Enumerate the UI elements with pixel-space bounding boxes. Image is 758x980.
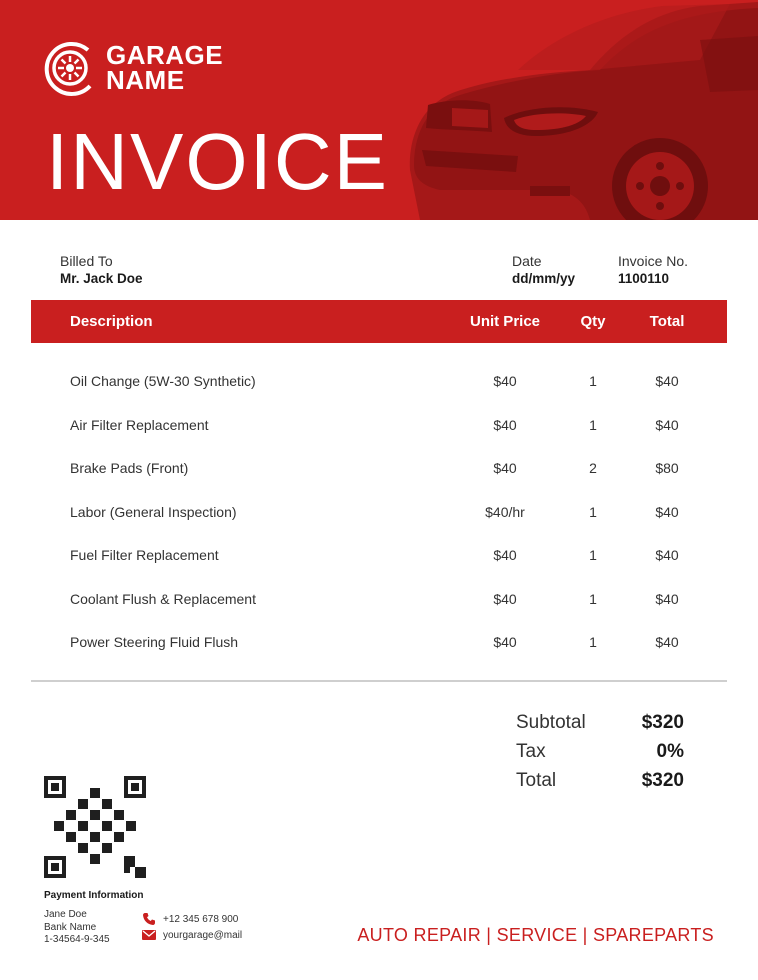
table-row [31,360,727,404]
contact-phone [142,912,238,926]
payment-info-title: Payment Information [44,890,144,901]
item-qty: 1 [589,634,597,650]
table-row [31,447,727,491]
billed-to [60,252,143,288]
item-qty: 1 [589,590,597,607]
item-unit-price: $40 [493,634,517,650]
date-label: Date [512,253,542,269]
tax-value: 0% [656,741,684,762]
table-header [31,300,727,343]
item-unit-price: $40 [493,416,517,433]
invoice-header [0,0,758,220]
payment-bank: Bank Name [44,921,97,933]
item-qty: 1 [589,503,597,520]
invoice-number [618,252,688,288]
contact-email [142,929,242,941]
item-qty: 2 [589,460,597,476]
item-total: $40 [655,503,679,520]
item-description: Brake Pads (Front) [70,460,189,476]
table-row [31,534,727,578]
item-total: $40 [655,590,679,607]
header-description: Description [70,313,153,330]
invoice-date [512,252,575,288]
table-row [31,404,727,448]
item-total: $40 [655,547,679,563]
table-row [31,491,727,535]
payment-details [44,909,110,947]
total-label: Total [516,770,557,791]
payment-name: Jane Doe [44,909,87,920]
item-total: $40 [655,634,679,650]
header-total: Total [649,313,685,330]
page-title: INVOICE [46,117,389,206]
invoice-no-value: 1100110 [618,271,670,286]
table-divider [31,680,727,682]
phone-icon [142,912,156,926]
table-row [31,578,727,622]
item-description: Labor (General Inspection) [70,503,237,520]
date-value: dd/mm/yy [512,271,576,286]
totals-summary [516,712,684,799]
item-total: $40 [655,416,679,433]
car-illustration [400,0,758,220]
item-unit-price: $40 [493,547,517,563]
item-qty: 1 [589,547,597,563]
item-unit-price: $40 [493,460,517,476]
item-unit-price: $40 [493,590,517,607]
total-row [516,770,684,799]
item-description: Air Filter Replacement [70,416,209,433]
item-description: Coolant Flush & Replacement [70,590,256,607]
item-unit-price: $40 [493,373,517,389]
tire-icon [44,40,96,96]
tax-label: Tax [516,741,546,762]
item-total: $40 [655,373,679,389]
garage-name-line2: NAME [106,65,185,95]
total-value: $320 [641,770,684,791]
line-items [31,360,727,665]
item-total: $80 [655,460,679,476]
billed-to-label: Billed To [60,253,113,269]
item-description: Fuel Filter Replacement [70,547,219,563]
subtotal-label: Subtotal [516,712,586,733]
garage-name [106,40,224,95]
header-unit-price: Unit Price [469,313,541,330]
table-row [31,621,727,665]
item-unit-price: $40/hr [485,503,525,520]
item-description: Power Steering Fluid Flush [70,634,239,650]
billed-to-value: Mr. Jack Doe [60,271,143,286]
subtotal-row [516,712,684,741]
services-tagline: AUTO REPAIR | SERVICE | SPAREPARTS [357,925,714,945]
garage-name-line1: GARAGE [106,40,224,70]
invoice-no-label: Invoice No. [618,253,689,269]
item-description: Oil Change (5W-30 Synthetic) [70,373,256,389]
tax-row [516,741,684,770]
item-qty: 1 [589,416,597,433]
header-qty: Qty [580,313,606,330]
garage-logo [44,40,223,96]
payment-account: 1-34564-9-345 [44,934,110,945]
subtotal-value: $320 [641,712,684,733]
phone-number: +12 345 678 900 [163,913,239,925]
mail-icon [142,929,156,941]
email-address: yourgarage@mail [163,929,243,941]
item-qty: 1 [589,373,597,389]
qr-code [44,776,146,878]
